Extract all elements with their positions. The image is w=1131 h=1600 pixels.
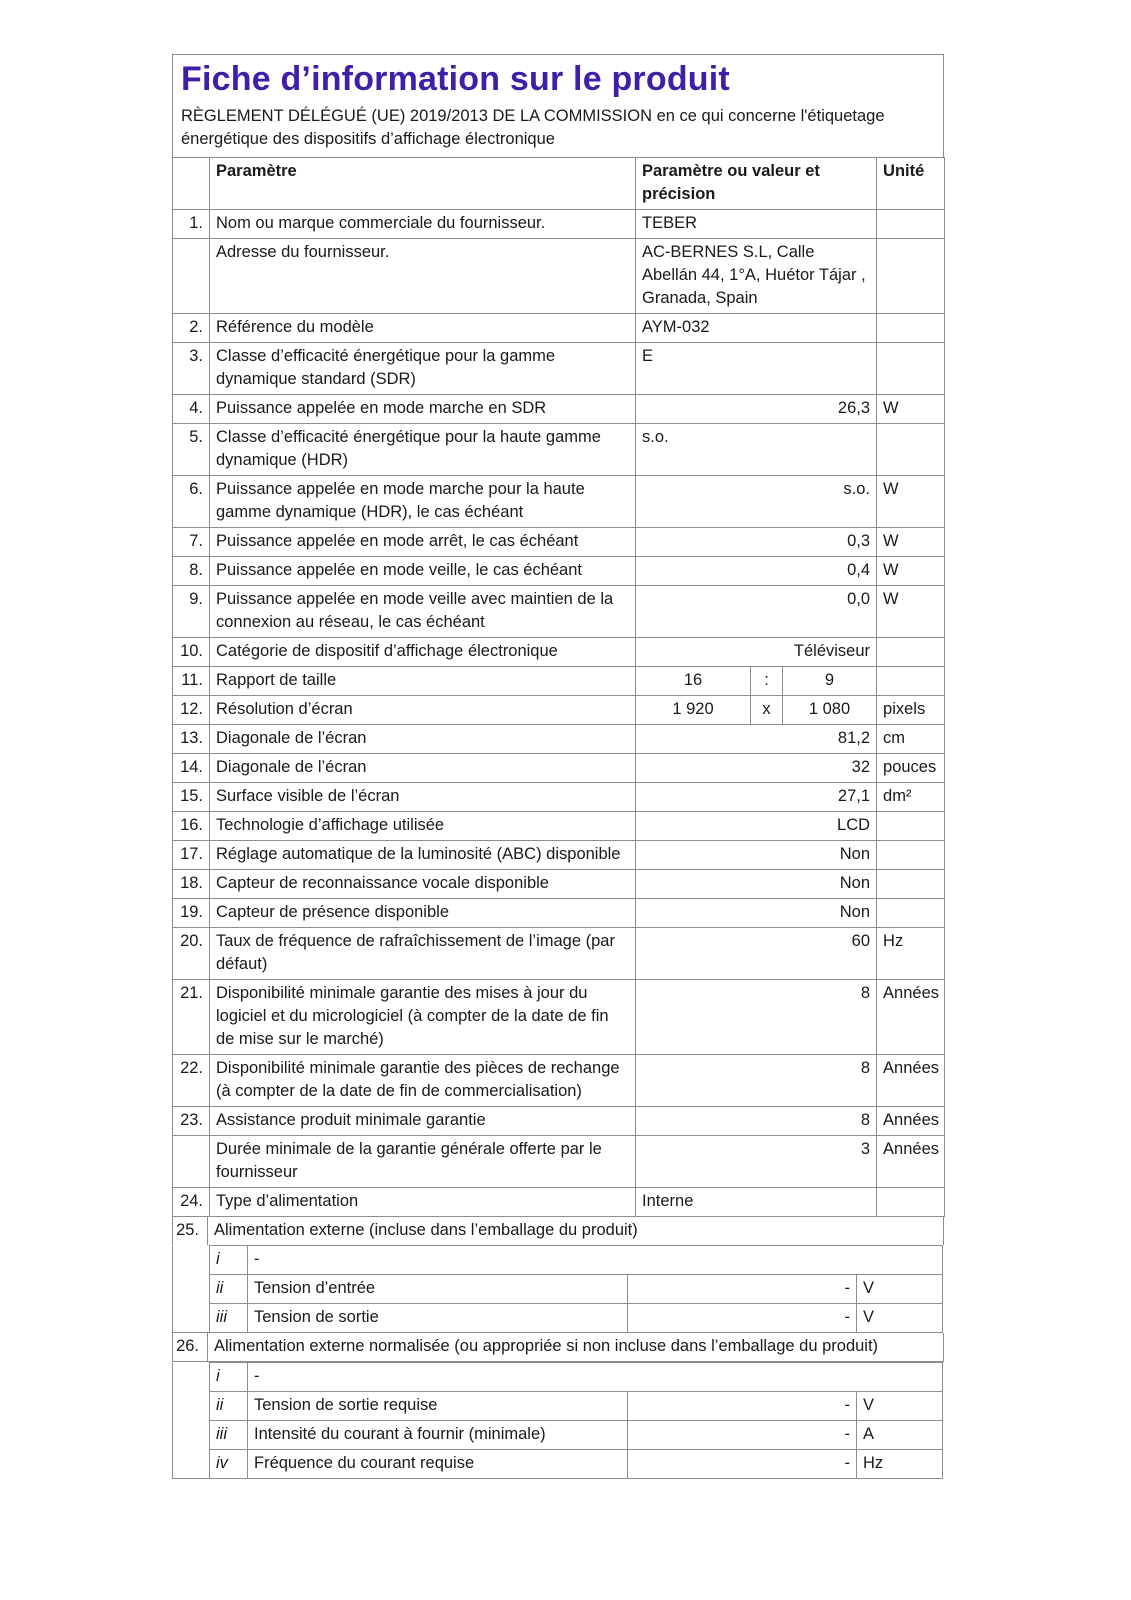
- table-row: [173, 424, 945, 476]
- page-title: Fiche d’information sur le produit: [181, 60, 730, 98]
- sub-row: [173, 1304, 943, 1333]
- row-value: 0,4: [636, 557, 877, 586]
- row-unit: [877, 638, 945, 667]
- table-row: [173, 476, 945, 528]
- sub-row-unit: V: [857, 1304, 943, 1333]
- row-label: Taux de fréquence de rafraîchissement de l’image (par défaut): [210, 928, 636, 980]
- sub-row-roman: i: [210, 1246, 248, 1275]
- row-value: 3: [636, 1136, 877, 1188]
- row-label: Technologie d’affichage utilisée: [210, 812, 636, 841]
- sub-row-label: Tension de sortie: [248, 1304, 628, 1333]
- row-label: Classe d’efficacité énergétique pour la gamme dynamique standard (SDR): [210, 343, 636, 395]
- sub-row-value: -: [628, 1275, 857, 1304]
- row-value: 0,0: [636, 586, 877, 638]
- sub-row-value: -: [628, 1421, 857, 1450]
- section-25: [172, 1217, 944, 1245]
- row-number: 24.: [173, 1188, 210, 1217]
- row-value: Non: [636, 841, 877, 870]
- sub-row-indent: [173, 1304, 210, 1333]
- row-unit: [877, 841, 945, 870]
- regulation-text: RÈGLEMENT DÉLÉGUÉ (UE) 2019/2013 DE LA COMMISSION en ce qui concerne l'étiquetage énergétique des dispositifs d’affichage électronique: [181, 107, 885, 148]
- row-unit: [877, 1188, 945, 1217]
- row-number: 21.: [173, 980, 210, 1055]
- section-number: 25.: [173, 1217, 208, 1245]
- sub-row-value: -: [628, 1450, 857, 1479]
- row-label: Diagonale de l’écran: [210, 725, 636, 754]
- sub-row-unit: V: [857, 1275, 943, 1304]
- header-unit: Unité: [877, 158, 945, 210]
- table-row: [173, 870, 945, 899]
- row-number: 19.: [173, 899, 210, 928]
- row-number: 16.: [173, 812, 210, 841]
- row-value: AC-BERNES S.L, Calle Abellán 44, 1°A, Huétor Tájar , Granada, Spain: [636, 239, 877, 314]
- row-number: 4.: [173, 395, 210, 424]
- row-number: 14.: [173, 754, 210, 783]
- row-unit: [877, 667, 945, 696]
- row-label: Capteur de présence disponible: [210, 899, 636, 928]
- sub-row: [173, 1421, 943, 1450]
- row-label: Assistance produit minimale garantie: [210, 1107, 636, 1136]
- table-row: [173, 812, 945, 841]
- row-unit: W: [877, 528, 945, 557]
- row-label: Puissance appelée en mode marche en SDR: [210, 395, 636, 424]
- row-unit: W: [877, 557, 945, 586]
- row-unit: W: [877, 395, 945, 424]
- table-row: [173, 899, 945, 928]
- row-unit: pixels: [877, 696, 945, 725]
- row-label: Adresse du fournisseur.: [210, 239, 636, 314]
- row-unit: pouces: [877, 754, 945, 783]
- section-26-table: [172, 1362, 943, 1479]
- sub-row-label: -: [248, 1246, 943, 1275]
- row-unit: Hz: [877, 928, 945, 980]
- table-row: [173, 980, 945, 1055]
- table-row: [173, 557, 945, 586]
- product-information-sheet: [172, 54, 944, 1479]
- row-label: Capteur de reconnaissance vocale disponible: [210, 870, 636, 899]
- table-row: [173, 841, 945, 870]
- row-number: 6.: [173, 476, 210, 528]
- table-row: [173, 1188, 945, 1217]
- sub-row-roman: iv: [210, 1450, 248, 1479]
- row-number: 2.: [173, 314, 210, 343]
- row-value: LCD: [636, 812, 877, 841]
- table-row: [173, 1136, 945, 1188]
- row-number: 17.: [173, 841, 210, 870]
- sub-row-unit: Hz: [857, 1450, 943, 1479]
- row-value-right: 1 080: [783, 696, 877, 725]
- row-label: Catégorie de dispositif d’affichage électronique: [210, 638, 636, 667]
- row-label: Résolution d’écran: [210, 696, 636, 725]
- section-label: Alimentation externe normalisée (ou appropriée si non incluse dans l’emballage du produit): [214, 1337, 879, 1355]
- row-value: 8: [636, 1107, 877, 1136]
- sub-row-roman: ii: [210, 1275, 248, 1304]
- row-number: 18.: [173, 870, 210, 899]
- table-row: [173, 667, 945, 696]
- sub-row-indent: [173, 1363, 210, 1392]
- section-26: [172, 1333, 944, 1362]
- row-label: Classe d’efficacité énergétique pour la haute gamme dynamique (HDR): [210, 424, 636, 476]
- title-block: [172, 54, 944, 157]
- row-label: Disponibilité minimale garantie des mises à jour du logiciel et du micrologiciel (à compter de la date de fin de mise sur le marché): [210, 980, 636, 1055]
- sub-row: [173, 1275, 943, 1304]
- sub-row-unit: A: [857, 1421, 943, 1450]
- section-number: 26.: [173, 1333, 208, 1361]
- sub-row: [173, 1246, 943, 1275]
- section-25-table: [172, 1245, 943, 1333]
- sub-row-unit: V: [857, 1392, 943, 1421]
- sub-row-roman: iii: [210, 1304, 248, 1333]
- table-row: [173, 1107, 945, 1136]
- row-label: Type d’alimentation: [210, 1188, 636, 1217]
- header-value: Paramètre ou valeur et précision: [636, 158, 877, 210]
- row-number: 5.: [173, 424, 210, 476]
- parameters-table: [172, 157, 945, 1217]
- table-row: [173, 1055, 945, 1107]
- row-label: Disponibilité minimale garantie des pièces de rechange (à compter de la date de fin de commercialisation): [210, 1055, 636, 1107]
- sub-row-value: -: [628, 1304, 857, 1333]
- row-label: Puissance appelée en mode veille avec maintien de la connexion au réseau, le cas échéant: [210, 586, 636, 638]
- row-unit: W: [877, 476, 945, 528]
- table-row: [173, 725, 945, 754]
- row-unit: W: [877, 586, 945, 638]
- row-label: Surface visible de l’écran: [210, 783, 636, 812]
- row-value: 27,1: [636, 783, 877, 812]
- row-value: 8: [636, 1055, 877, 1107]
- row-unit: Années: [877, 1107, 945, 1136]
- row-number: 9.: [173, 586, 210, 638]
- row-unit: [877, 314, 945, 343]
- header-num-cell: [173, 158, 210, 210]
- row-value-left: 16: [636, 667, 751, 696]
- row-unit: [877, 424, 945, 476]
- row-number: 7.: [173, 528, 210, 557]
- row-unit: dm²: [877, 783, 945, 812]
- table-row: [173, 586, 945, 638]
- row-label: Durée minimale de la garantie générale offerte par le fournisseur: [210, 1136, 636, 1188]
- row-number: 1.: [173, 210, 210, 239]
- row-value: s.o.: [636, 476, 877, 528]
- sub-row-roman: i: [210, 1363, 248, 1392]
- row-unit: Années: [877, 1055, 945, 1107]
- header-parameter: Paramètre: [210, 158, 636, 210]
- row-unit: Années: [877, 980, 945, 1055]
- table-row: [173, 928, 945, 980]
- row-unit: [877, 343, 945, 395]
- sub-row: [173, 1392, 943, 1421]
- row-value-right: 9: [783, 667, 877, 696]
- section-label: Alimentation externe (incluse dans l’emballage du produit): [214, 1221, 638, 1239]
- sub-row-indent: [173, 1246, 210, 1275]
- sub-row-roman: iii: [210, 1421, 248, 1450]
- row-label: Puissance appelée en mode marche pour la haute gamme dynamique (HDR), le cas échéant: [210, 476, 636, 528]
- table-row: [173, 395, 945, 424]
- table-row: [173, 754, 945, 783]
- sub-row: [173, 1363, 943, 1392]
- table-row: [173, 343, 945, 395]
- row-value: E: [636, 343, 877, 395]
- sub-row-indent: [173, 1392, 210, 1421]
- row-value: Interne: [636, 1188, 877, 1217]
- sub-row-label: Tension d’entrée: [248, 1275, 628, 1304]
- table-row: [173, 528, 945, 557]
- row-number: 8.: [173, 557, 210, 586]
- row-value: 26,3: [636, 395, 877, 424]
- row-unit: cm: [877, 725, 945, 754]
- sub-row-label: -: [248, 1363, 943, 1392]
- row-number: 3.: [173, 343, 210, 395]
- sub-row-indent: [173, 1450, 210, 1479]
- row-label: Diagonale de l’écran: [210, 754, 636, 783]
- row-number: 13.: [173, 725, 210, 754]
- sub-row-value: -: [628, 1392, 857, 1421]
- table-row: [173, 239, 945, 314]
- row-value: 32: [636, 754, 877, 783]
- row-unit: [877, 812, 945, 841]
- row-number: 10.: [173, 638, 210, 667]
- row-value: Non: [636, 899, 877, 928]
- sub-row-label: Intensité du courant à fournir (minimale): [248, 1421, 628, 1450]
- table-row: [173, 696, 945, 725]
- table-row: [173, 638, 945, 667]
- row-unit: Années: [877, 1136, 945, 1188]
- row-unit: [877, 899, 945, 928]
- row-value: 60: [636, 928, 877, 980]
- row-label: Nom ou marque commerciale du fournisseur.: [210, 210, 636, 239]
- sub-row-label: Fréquence du courant requise: [248, 1450, 628, 1479]
- row-value: AYM-032: [636, 314, 877, 343]
- sub-row-indent: [173, 1421, 210, 1450]
- sub-row-roman: ii: [210, 1392, 248, 1421]
- row-value: 8: [636, 980, 877, 1055]
- row-unit: [877, 210, 945, 239]
- row-label: Puissance appelée en mode veille, le cas échéant: [210, 557, 636, 586]
- row-number: 12.: [173, 696, 210, 725]
- row-value: Téléviseur: [636, 638, 877, 667]
- row-label: Référence du modèle: [210, 314, 636, 343]
- table-header-row: [173, 158, 945, 210]
- row-number: 11.: [173, 667, 210, 696]
- row-label: Rapport de taille: [210, 667, 636, 696]
- row-value: 0,3: [636, 528, 877, 557]
- row-value-separator: :: [751, 667, 783, 696]
- table-row: [173, 314, 945, 343]
- sub-row-indent: [173, 1275, 210, 1304]
- row-unit: [877, 239, 945, 314]
- sub-row-label: Tension de sortie requise: [248, 1392, 628, 1421]
- row-number: 22.: [173, 1055, 210, 1107]
- row-label: Puissance appelée en mode arrêt, le cas échéant: [210, 528, 636, 557]
- row-number: 15.: [173, 783, 210, 812]
- row-value: Non: [636, 870, 877, 899]
- row-value: 81,2: [636, 725, 877, 754]
- row-value: s.o.: [636, 424, 877, 476]
- table-row: [173, 210, 945, 239]
- sub-row: [173, 1450, 943, 1479]
- row-value-separator: x: [751, 696, 783, 725]
- row-number: [173, 1136, 210, 1188]
- row-value: TEBER: [636, 210, 877, 239]
- row-value-left: 1 920: [636, 696, 751, 725]
- row-label: Réglage automatique de la luminosité (ABC) disponible: [210, 841, 636, 870]
- row-number: 20.: [173, 928, 210, 980]
- row-number: [173, 239, 210, 314]
- row-unit: [877, 870, 945, 899]
- table-row: [173, 783, 945, 812]
- row-number: 23.: [173, 1107, 210, 1136]
